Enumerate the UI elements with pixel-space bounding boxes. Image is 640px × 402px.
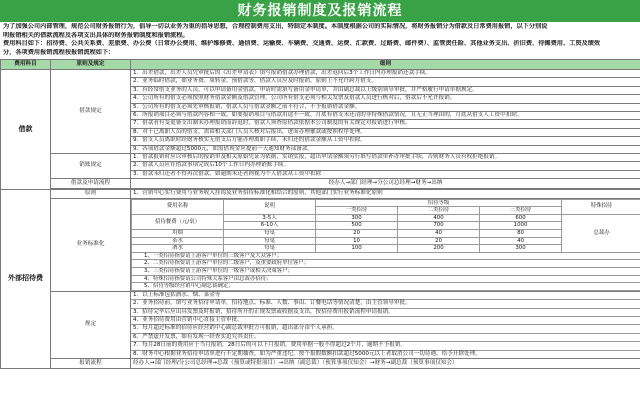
std-head-grade: 招待等级 xyxy=(316,199,562,207)
loan-rule-item: 9．借支人员离职时经财务核实无借支后方能办理离职手续，未归还的借款金额从工资中扣除。 xyxy=(131,137,640,145)
std-head-desc: 说明 xyxy=(224,199,316,214)
loan-rule-item: 6．所报销项目必须与借款内容相一致，如要报销项目与借款用途不一致，月底有借支未还清的非特殊借款情况，且无正当理由的，月底从借支人工资中扣除。 xyxy=(131,112,640,120)
ent-reg-item: 7．每月28日前的费用应于当月报销，28日后的可以下月报销，费用单据一般不得超过2个月，逾期不予报销。 xyxy=(131,342,640,350)
std-cell: 20 xyxy=(316,230,398,238)
header-rules: 原则及规定 xyxy=(51,60,131,70)
category-loan: 借款 xyxy=(1,70,51,190)
std-cell: 1000 xyxy=(480,222,562,230)
std-head-g1: 一类招待 xyxy=(316,207,398,215)
loan-rule-item: 2．业务临时借款，如业务费、周转金、预借款等，借款人员应及时报销，原则上不允许跨月借支。 xyxy=(131,78,640,86)
ent-reg-item: 5．每月超过标准的招待应经营销中心副总裁审批方可报销，超出部分由个人承担。 xyxy=(131,325,640,333)
std-head-special: 特殊招待 xyxy=(562,199,640,214)
loan-flow-label: 借款及申请流程 xyxy=(51,179,131,189)
header-subject: 费用科目 xyxy=(1,60,51,70)
loan-rule-item: 1．出差借款，出差人员凭审批后的《出差申请表》填写报销借款办理借款，出差返回后3个工作日内办理报销还款手续。 xyxy=(131,70,640,78)
std-cell: 20 xyxy=(398,237,480,245)
std-cell: 茶水 xyxy=(132,237,224,245)
std-cell: 40 xyxy=(398,230,480,238)
ent-reg-item: 6．严禁虚开发票，如有发现一经查实追究其责任。 xyxy=(131,334,640,342)
writeoff-item: 3．借款未归还者不得再次借款，如逾期未还者则视为个人借款从工资中扣除 xyxy=(131,170,640,178)
std-cell: 400 xyxy=(398,214,480,222)
intro-line: 费用科目如下：招待费、公共关系费、差旅费、办公费（日常办公费用、维护维修费、通信费、运输费、车辆费、交通费、运费、汇款费、过路费、邮件费）、监管责任险、其他业务支出、折旧费、待摊费用、工资及绩效 xyxy=(3,40,601,48)
std-head-name: 费用名称 xyxy=(132,199,224,214)
intro-text xyxy=(0,22,640,59)
loan-rule-item: 4．公司所有的借支必须按照财务借款金额及借款管理。公司所有借支必须与相关发票及借款人员进行核对后，借款后不允许报销。 xyxy=(131,95,640,103)
std-cell: 500 xyxy=(316,222,398,230)
std-note: 1、一类招待指要请上游客户单位的三级客户及大众客户； xyxy=(132,252,640,260)
std-note: 5、招待等级经营销中心副总裁确定； xyxy=(132,283,640,291)
ent-principle-label: 原则 xyxy=(51,190,131,198)
std-cell: 总裁办 xyxy=(562,214,640,252)
std-cell: 每桌 xyxy=(224,230,316,238)
loan-rule-item: 9．各项借款金额超过5000元，如需借现金应提前一天通知财务部备款。 xyxy=(131,145,640,153)
std-cell: 100 xyxy=(316,245,398,253)
std-cell: 酒水 xyxy=(132,245,224,253)
category-entertainment: 外部招待费 xyxy=(1,190,51,369)
loan-rule-item: 5．公司所有的借支必须先审核报销，借款人员与借款金额之前不符合，不予报销借款金额。 xyxy=(131,103,640,111)
ent-reg-item: 2．业务招待前，填写业务招待申请单，招待地点、标准、人数、事由、订餐电话等情况清楚，由主管领导审批。 xyxy=(131,300,640,308)
ent-reg-item: 4．业务招待费用由营销中心直接主管审批。 xyxy=(131,317,640,325)
loan-rule-item: 7．借款者有变更备支出制未办理报销而辞退时，借款人须查原借款依据本公司制度的有关规定对报销进行审核。 xyxy=(131,120,640,128)
header-detail: 细则 xyxy=(131,60,640,70)
std-cell: 每桌 xyxy=(224,245,316,253)
std-cell: 600 xyxy=(480,214,562,222)
page-title: 财务报销制度及报销流程 xyxy=(0,0,640,22)
std-cell: 40 xyxy=(480,237,562,245)
std-note: 2、二类招待指要请上游客户单位的二级客户，及重要政府单位客户； xyxy=(132,260,640,268)
std-cell: 3-5人 xyxy=(224,214,316,222)
std-cell: 6-10人 xyxy=(224,222,316,230)
std-head-g3: 三类招待 xyxy=(480,207,562,215)
std-cell: 招待餐费（元/桌） xyxy=(132,214,224,229)
ent-flow-label: 报销流程 xyxy=(51,359,131,369)
loan-flow: 经办人→部门经理→分公司总经理→财务→出纳 xyxy=(131,179,640,189)
ent-std-label: 业务标准化 xyxy=(51,198,131,291)
writeoff-item: 2．借款人员应在借款事项完成后10个工作日内办理销账手续。 xyxy=(131,162,640,170)
ent-reg-item: 1．以上标准包括酒水、烟、菜金等 xyxy=(131,292,640,300)
table-row xyxy=(132,214,640,222)
ent-reg-item: 3．招待完毕后应出具发票及时报销，招待所开的正规发票或收据及支出，按招待费用报销流程申请报销。 xyxy=(131,309,640,317)
loan-rule-label: 借款规定 xyxy=(51,70,131,154)
std-note: 4、特殊招待指要请公司特殊关系客户由总裁办招待； xyxy=(132,275,640,283)
ent-flow: 经办人→部门经理/分公司总经理→总裁（预算或特批项目）→出纳（副总裁）（预算事项仅知会）→财务→副总裁（预算事项仅知会） xyxy=(131,359,640,369)
entertainment-standard-table xyxy=(131,199,640,291)
std-head-g2: 二类招待 xyxy=(398,207,480,215)
ent-reg-item: 8．财务中心根据业务招待申请单进行不定期抽查，如为严重违纪，按个报假数额扣款超过5000元以上者取消公司一切待遇，给予开除处理。 xyxy=(133,350,481,357)
ent-principle: 1、营销中心实行费用与业务收入挂钩及业务招待标准化相结合的原则，其他部门实行业务标准化原则 xyxy=(131,190,640,198)
std-cell: 10 xyxy=(316,237,398,245)
std-cell: 300 xyxy=(316,214,398,222)
std-cell: 80 xyxy=(480,230,562,238)
loan-rule-item: 3．有经常借支业务的人员，可以申请备用金借款，申请时需填写备用金申请单，并由副总裁以上级别领导审批，并严格履行申请单据规定。 xyxy=(131,86,640,94)
loan-rule-item: 8．对于已离职人员的借支，需由相关部门人员人核对后报出，进而办理催款或按照程序处理。 xyxy=(131,128,640,136)
std-cell: 700 xyxy=(398,222,480,230)
ent-reg-label: 规定 xyxy=(51,291,131,358)
std-cell: 每桌 xyxy=(224,237,316,245)
intro-line: 为了加强公司内部管理，规范公司财务报销行为，倡导一切以业务为重的指导思想，合理控制费用支出，特制定本制度。本制度根据公司的实际情况，将财务报销分为借款及日常费用报销，以下分别说 xyxy=(3,23,548,30)
intro-line: 明报销相关的借款流程及各项支出具体的财务报销制度和报销流程。 xyxy=(3,31,189,39)
intro-line: 分，各项费用报销流程按报销流程如下： xyxy=(3,48,115,56)
writeoff-label: 销账规定 xyxy=(51,154,131,179)
writeoff-item: 1．借款报销时应以审核后的报销单及相关原始凭证为依据，实销实报，超出申请金额须另行填写借款单补办审批手续，否则财务人员有权拒绝报销。 xyxy=(131,154,640,162)
std-cell: 300 xyxy=(480,245,562,253)
std-cell: 200 xyxy=(398,245,480,253)
policy-table xyxy=(0,59,640,369)
std-cell: 用烟 xyxy=(132,230,224,238)
std-note: 3、三类招待指要请上游客户单位的一级客户或相关决策客户； xyxy=(132,268,640,276)
